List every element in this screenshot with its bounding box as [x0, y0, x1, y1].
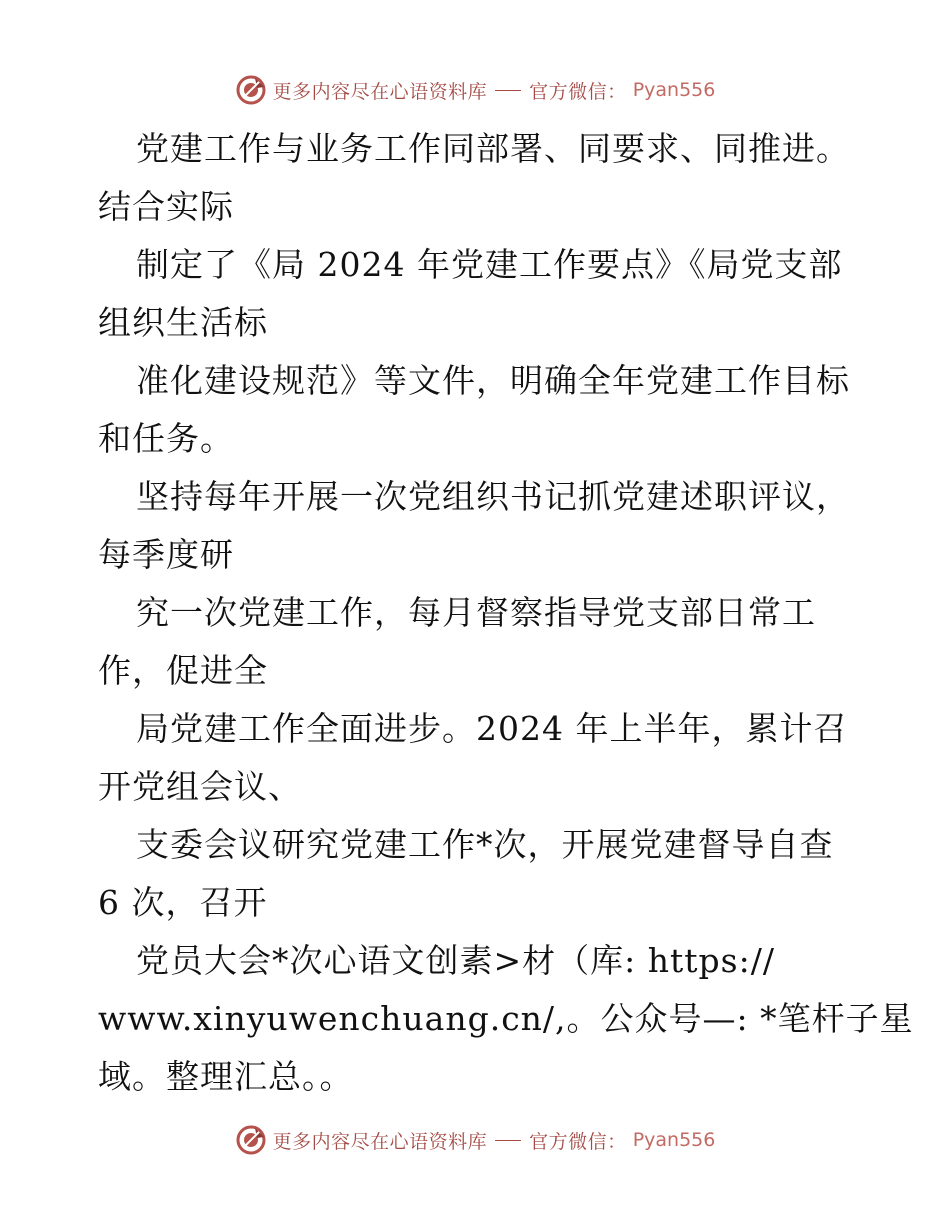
document-body [98, 120, 914, 1106]
body-line: 究一次党建工作，每月督察指导党支部日常工 [136, 593, 816, 632]
pen-logo-icon [235, 1124, 267, 1156]
banner-wechat-id: Pyan556 [632, 79, 716, 101]
banner-text: 更多内容尽在心语资料库 [272, 1130, 488, 1153]
body-line: 准化建设规范》等文件，明确全年党建工作目标 [136, 361, 850, 400]
body-line: 局党建工作全面进步。2024 年上半年，累计召 [136, 709, 848, 748]
footer-banner [0, 1120, 950, 1160]
banner-dash [495, 90, 521, 91]
body-line: 结合实际 [98, 187, 234, 226]
body-line: 党建工作与业务工作同部署、同要求、同推进。 [136, 129, 850, 168]
body-line: 开党组会议、 [98, 767, 302, 806]
banner-suffix: 官方微信： [529, 1130, 627, 1153]
banner-dash [495, 1140, 521, 1141]
body-line: 域。整理汇总。。 [98, 1057, 354, 1096]
body-line: 6 次，召开 [98, 883, 268, 922]
header-banner [0, 70, 950, 110]
body-line: 坚持每年开展一次党组织书记抓党建述职评议， [136, 477, 850, 516]
body-line: 制定了《局 2024 年党建工作要点》《局党支部 [136, 245, 843, 284]
banner-suffix: 官方微信： [529, 80, 627, 103]
body-line: 组织生活标 [98, 303, 268, 342]
body-line: 党员大会*次心语文创素>材（库: https:// [136, 941, 775, 980]
body-line: 每季度研 [98, 535, 234, 574]
body-line: 支委会议研究党建工作*次，开展党建督导自查 [136, 825, 834, 864]
banner-wechat-id: Pyan556 [632, 1129, 716, 1151]
banner-text: 更多内容尽在心语资料库 [272, 80, 488, 103]
body-line: 作，促进全 [98, 651, 268, 690]
pen-logo-icon [235, 74, 267, 106]
body-line: www.xinyuwenchuang.cn/,。公众号—: *笔杆子星 [98, 999, 914, 1038]
body-line: 和任务。 [98, 419, 234, 458]
